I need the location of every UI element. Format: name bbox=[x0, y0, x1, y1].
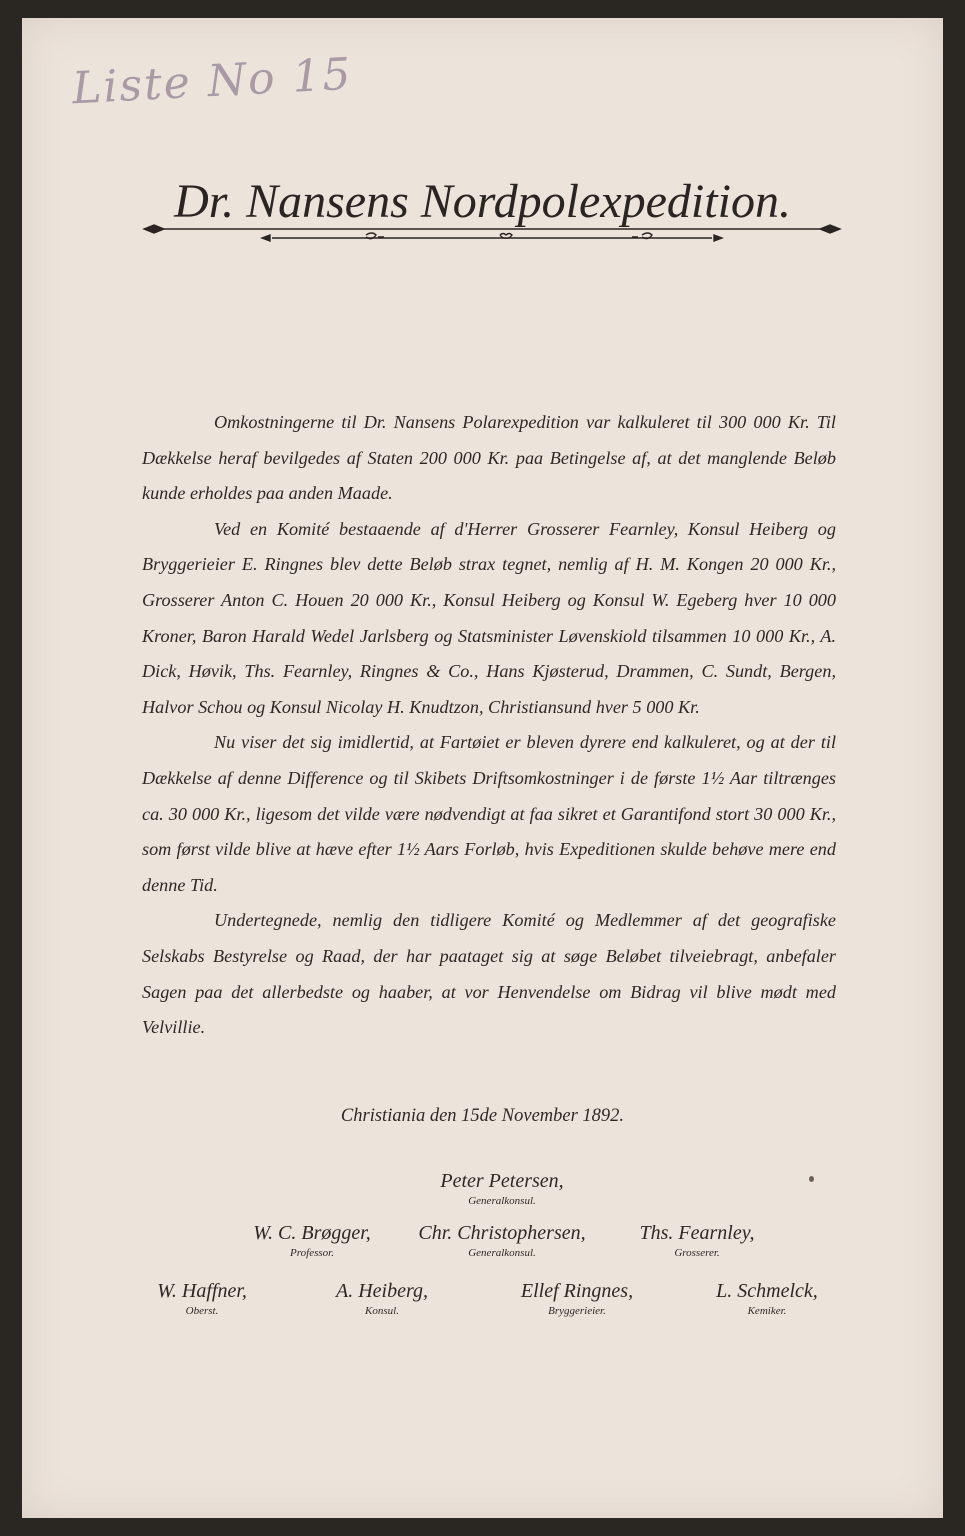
signatory-name: W. Haffner, bbox=[157, 1280, 247, 1302]
signature-block bbox=[377, 1222, 627, 1259]
signature-block bbox=[492, 1280, 662, 1317]
signatory-title: Bryggerieier. bbox=[548, 1305, 606, 1317]
document-title: Dr. Nansens Nordpolexpedition. bbox=[174, 175, 791, 228]
handwritten-list-note: Liste No 15 bbox=[70, 48, 354, 115]
paragraph: Undertegnede, nemlig den tidligere Komité og Medlemmer af det geografiske Selskabs Bestyrelse og Raad, der har paataget sig at søge Beløbet tilveiebragt, anbefaler Sagen paa det allerbedste og haaber, at vor Henvendelse om Bidrag vil blive mødt med Velvillie. bbox=[142, 910, 836, 1038]
signatory-title: Generalkonsul. bbox=[468, 1195, 536, 1207]
signature-block bbox=[612, 1222, 782, 1259]
signatory-title: Konsul. bbox=[365, 1305, 399, 1317]
ink-spot bbox=[809, 1176, 814, 1182]
signatory-name: W. C. Brøgger, bbox=[253, 1222, 371, 1244]
signatory-title: Kemiker. bbox=[747, 1305, 787, 1317]
signatory-title: Oberst. bbox=[185, 1305, 219, 1317]
signatory-name: L. Schmelck, bbox=[716, 1280, 818, 1302]
signatory-title: Grosserer. bbox=[674, 1247, 720, 1259]
paragraph: Nu viser det sig imidlertid, at Fartøiet er bleven dyrere end kalkuleret, og at der til Dækkelse af denne Difference og til Skibets Driftsomkostninger i de første 1½ Aar tiltrænges ca. 30 000 Kr., ligesom det vilde være nødvendigt at faa sikret et Garantifond stort 30 000 Kr., som først vilde blive at hæve efter 1½ Aars Forløb, hvis Expeditionen skulde behøve mere end denne Tid. bbox=[142, 732, 836, 895]
signature-block bbox=[307, 1280, 457, 1317]
signature-block bbox=[402, 1170, 602, 1207]
signature-block bbox=[222, 1222, 402, 1259]
signatory-title: Generalkonsul. bbox=[468, 1247, 536, 1259]
document-page bbox=[22, 18, 943, 1518]
paragraph: Omkostningerne til Dr. Nansens Polarexpedition var kalkuleret til 300 000 Kr. Til Dækkelse heraf bevilgedes af Staten 200 000 Kr. paa Betingelse af, at det manglende Beløb kunde erholdes paa anden Maade. bbox=[142, 412, 836, 504]
letter-body bbox=[142, 405, 836, 1046]
signatory-name: Chr. Christophersen, bbox=[418, 1222, 586, 1244]
signatory-name: A. Heiberg, bbox=[335, 1280, 428, 1302]
signature-block bbox=[692, 1280, 842, 1317]
paragraph: Ved en Komité bestaaende af d'Herrer Grosserer Fearnley, Konsul Heiberg og Bryggerieier E. Ringnes blev dette Beløb strax tegnet, nemlig af H. M. Kongen 20 000 Kr., Grosserer Anton C. Houen 20 000 Kr., Konsul Heiberg og Konsul W. Egeberg hver 10 000 Kroner, Baron Harald Wedel Jarlsberg og Statsminister Løvenskiold tilsammen 10 000 Kr., A. Dick, Høvik, Ths. Fearnley, Ringnes & Co., Hans Kjøsterud, Drammen, C. Sundt, Bergen, Halvor Schou og Konsul Nicolay H. Knudtzon, Christiansund hver 5 000 Kr. bbox=[142, 518, 836, 717]
title-ornament-icon bbox=[142, 223, 842, 263]
date-line: Christiania den 15de November 1892. bbox=[340, 1106, 625, 1126]
signatory-title: Professor. bbox=[290, 1247, 334, 1259]
signature-block bbox=[127, 1280, 277, 1317]
signatory-name: Ths. Fearnley, bbox=[639, 1222, 755, 1244]
signatory-name: Ellef Ringnes, bbox=[520, 1280, 634, 1302]
signatory-name: Peter Petersen, bbox=[440, 1170, 564, 1192]
